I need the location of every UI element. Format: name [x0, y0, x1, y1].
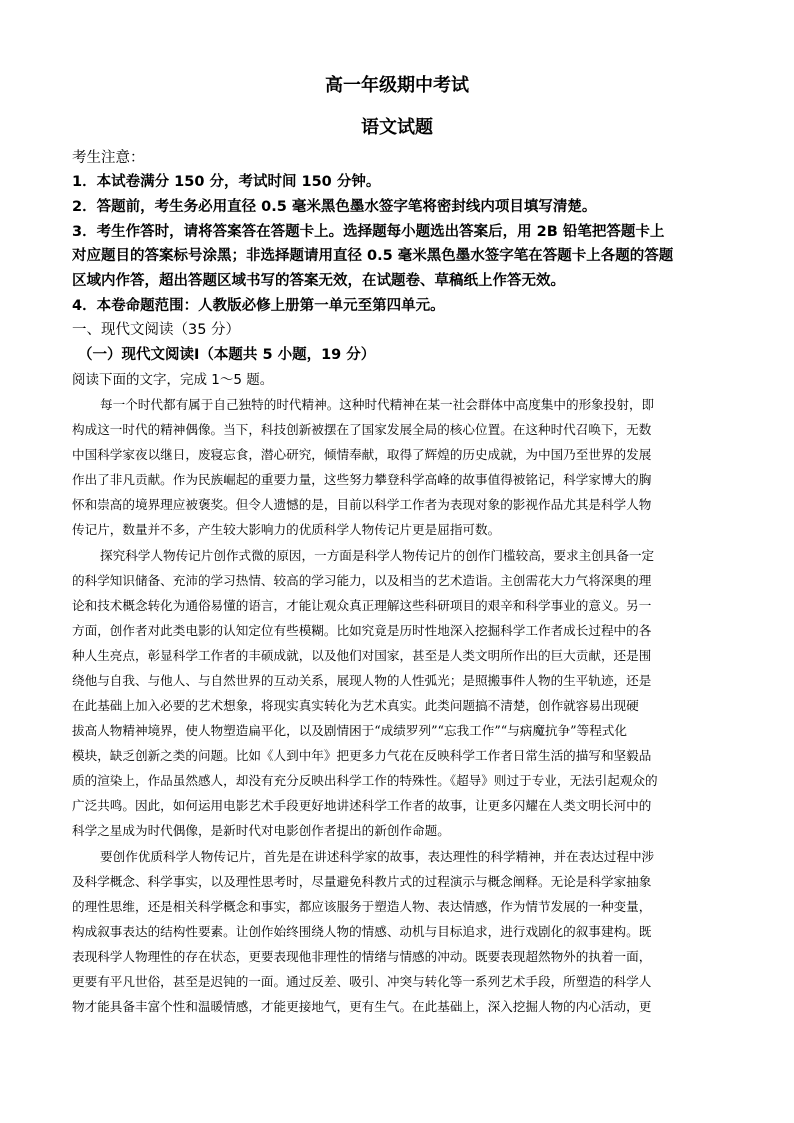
- notice-item: 1．本试卷满分 150 分，考试时间 150 分钟。: [72, 174, 381, 190]
- reading-instruction: 阅读下面的文字，完成 1～5 题。: [72, 372, 274, 388]
- passage-line: 作出了非凡贡献。作为民族崛起的重要力量，这些努力攀登科学高峰的故事值得被铭记，科学家博大的胸: [72, 472, 652, 487]
- passage-line: 质的渲染上，作品虽然感人，却没有充分反映出科学工作的特殊性。《超导》则过于专业，无法引起观众的: [72, 773, 658, 788]
- passage-line: 要创作优质科学人物传记片，首先是在讲述科学家的故事，表达理性的科学精神，并在表达过程中涉: [100, 849, 655, 864]
- notice-item: 对应题目的答案标号涂黑；非选择题请用直径 0.5 毫米黑色墨水签字笔在答题卡上各题的答题: [72, 248, 674, 264]
- notice-item: 2．答题前，考生务必用直径 0.5 毫米黑色墨水签字笔将密封线内项目填写清楚。: [72, 199, 597, 215]
- notice-item: 区域内作答，超出答题区域书写的答案无效，在试题卷、草稿纸上作答无效。: [72, 273, 565, 289]
- exam-subtitle: 语文试题: [361, 117, 433, 138]
- passage-line: 的理性思维，还是相关科学概念和事实，都应该服务于塑造人物、表达情感，作为情节发展的一种变量，: [72, 899, 652, 914]
- notice-item: 4．本卷命题范围：人教版必修上册第一单元至第四单元。: [72, 298, 445, 314]
- passage-line: 探究科学人物传记片创作式微的原因，一方面是科学人物传记片的创作门槛较高，要求主创具备一定: [100, 548, 655, 563]
- passage-line: 种人生亮点，彰显科学工作者的丰硕成就，以及他们对国家，甚至是人类文明所作出的巨大贡献，还是围: [72, 648, 652, 663]
- exam-title: 高一年级期中考试: [325, 75, 469, 96]
- passage-line: 每一个时代都有属于自己独特的时代精神。这种时代精神在某一社会群体中高度集中的形象投射，即: [100, 397, 655, 412]
- passage-line: 在此基础上加入必要的艺术想象，将现实真实转化为艺术真实。此类问题搞不清楚，创作就容易出现硬: [72, 698, 639, 713]
- passage-line: 中国科学家夜以继日，废寝忘食，潜心研究，倾情奉献，取得了辉煌的历史成就，为中国乃至世界的发展: [72, 447, 652, 462]
- passage-line: 论和技术概念转化为通俗易懂的语言，才能让观众真正理解这些科研项目的艰辛和科学事业的意义。另一: [72, 598, 652, 613]
- section-subheading: （一）现代文阅读Ⅰ（本题共 5 小题，19 分）: [78, 347, 376, 363]
- passage-line: 构成叙事表达的结构性要素。让创作始终围绕人物的情感、动机与目标追求，进行戏剧化的叙事建构。既: [72, 924, 652, 939]
- notice-label: 考生注意：: [72, 150, 145, 166]
- passage-line: 传记片，数量并不多，产生较大影响力的优质科学人物传记片更是屈指可数。: [72, 522, 501, 537]
- passage-line: 表现科学人物理性的存在状态，更要表现他非理性的情绪与情感的冲动。既要表现超然物外的执着一面，: [72, 949, 652, 964]
- passage-line: 模块，缺乏创新之类的问题。比如《人到中年》把更多力气花在反映科学工作者日常生活的描写和坚毅品: [72, 748, 652, 763]
- passage-line: 拔高人物精神境界，使人物塑造扁平化，以及剧情困于“成绩罗列”“忘我工作”“与病魔抗争”等程式化: [72, 723, 627, 738]
- passage-line: 方面，创作者对此类电影的认知定位有些模糊。比如究竟是历时性地深入挖掘科学工作者成长过程中的各: [72, 623, 652, 638]
- passage-line: 更要有平凡世俗，甚至是迟钝的一面。通过反差、吸引、冲突与转化等一系列艺术手段，所塑造的科学人: [72, 974, 652, 989]
- passage-line: 及科学概念、科学事实，以及理性思考时，尽量避免科教片式的过程演示与概念阐释。无论是科学家抽象: [72, 874, 652, 889]
- section-heading: 一、现代文阅读（35 分）: [72, 322, 241, 338]
- passage-line: 广泛共鸣。因此，如何运用电影艺术手段更好地讲述科学工作者的故事，让更多闪耀在人类文明长河中的: [72, 798, 652, 813]
- passage-line: 物才能具备丰富个性和温暖情感，才能更接地气，更有生气。在此基础上，深入挖掘人物的内心活动，更: [72, 999, 652, 1014]
- passage-line: 绕他与自我、与他人、与自然世界的互动关系，展现人物的人性弧光；是照搬事件人物的生平轨迹，还是: [72, 673, 652, 688]
- passage-line: 怀和崇高的境界理应被褒奖。但令人遗憾的是，目前以科学工作者为表现对象的影视作品尤其是科学人物: [72, 497, 652, 512]
- notice-item: 3．考生作答时，请将答案答在答题卡上。选择题每小题选出答案后，用 2B 铅笔把答题卡上: [72, 224, 665, 240]
- passage-line: 构成这一时代的精神偶像。当下，科技创新被摆在了国家发展全局的核心位置。在这种时代召唤下，无数: [72, 422, 652, 437]
- passage-line: 的科学知识储备、充沛的学习热情、较高的学习能力，以及相当的艺术造诣。主创需花大力气将深奥的理: [72, 573, 652, 588]
- passage-line: 科学之星成为时代偶像，是新时代对电影创作者提出的新创作命题。: [72, 823, 450, 838]
